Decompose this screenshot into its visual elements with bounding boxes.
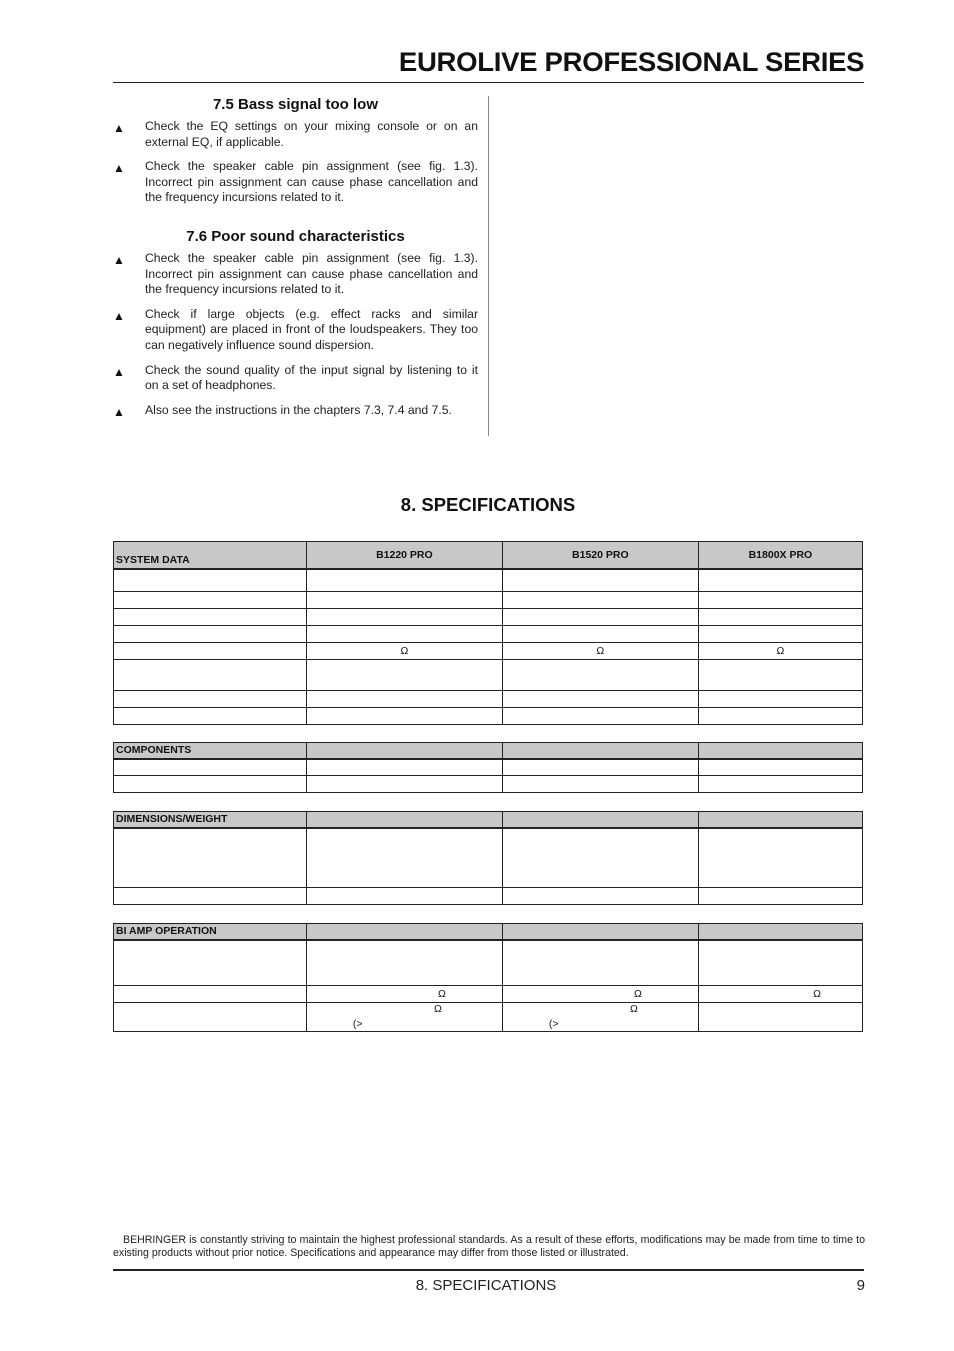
dimensions-weight-table	[113, 811, 863, 905]
greater-than-marker: (>	[548, 1018, 559, 1030]
triangle-bullet-icon: ▲	[113, 404, 125, 419]
ohm-symbol: Ω	[502, 643, 698, 660]
triangle-bullet-icon: ▲	[113, 161, 125, 176]
system-data-label: SYSTEM DATA	[114, 542, 307, 569]
list-item-text: Check if large objects (e.g. effect racks and similar equipment) are placed in front of the loudspeakers. They too can negatively influence sound dispersion.	[145, 306, 478, 352]
biamp-operation-label: BI AMP OPERATION	[114, 924, 307, 940]
footer-rule	[113, 1269, 864, 1271]
triangle-bullet-icon: ▲	[113, 121, 125, 135]
triangle-bullet-icon: ▲	[113, 364, 125, 379]
table-row	[114, 691, 863, 708]
table-row	[114, 660, 863, 691]
ohm-symbol: Ω	[306, 986, 502, 1003]
table-row	[114, 759, 863, 776]
model-header: B1220 PRO	[306, 542, 502, 569]
table-header-row	[114, 812, 863, 828]
components-table	[113, 742, 863, 793]
list-item-text: Check the EQ settings on your mixing console or on an external EQ, if applicable.	[145, 119, 478, 149]
ohm-symbol: Ω	[306, 643, 502, 660]
ohm-symbol: Ω	[502, 986, 698, 1003]
table-cell	[502, 1003, 698, 1032]
list-item-text: Check the speaker cable pin assignment (see fig. 1.3). Incorrect pin assignment can cause phase cancellation and the frequency incursions related to it.	[145, 159, 478, 205]
table-row	[114, 940, 863, 986]
table-row	[114, 643, 863, 660]
troubleshooting-column	[113, 90, 478, 418]
list-item	[113, 363, 478, 394]
triangle-bullet-icon: ▲	[113, 308, 125, 323]
model-header: B1520 PRO	[502, 542, 698, 569]
ohm-symbol: Ω	[434, 1003, 442, 1015]
components-label: COMPONENTS	[114, 743, 307, 759]
table-row	[114, 592, 863, 609]
list-item-text: Check the sound quality of the input signal by listening to it on a set of headphones.	[145, 362, 478, 393]
table-row	[114, 986, 863, 1003]
biamp-operation-table	[113, 923, 863, 1032]
list-item	[113, 159, 478, 206]
table-header-row	[114, 743, 863, 759]
brand-title: EUROLIVE PROFESSIONAL SERIES	[398, 47, 864, 77]
column-divider	[488, 96, 489, 436]
table-row	[114, 828, 863, 888]
header-rule	[113, 82, 864, 83]
table-header-row	[114, 542, 863, 569]
table-row	[114, 626, 863, 643]
ohm-symbol: Ω	[629, 1003, 638, 1015]
list-item	[113, 251, 478, 298]
table-header-row	[114, 924, 863, 940]
section-7-6-title: 7.6 Poor sound characteristics	[186, 227, 405, 245]
table-row	[114, 1003, 863, 1032]
list-item-text: Check the speaker cable pin assignment (see fig. 1.3). Incorrect pin assignment can cause phase cancellation and the frequency incursions related to it.	[145, 250, 478, 297]
disclaimer-text: BEHRINGER is constantly striving to maintain the highest professional standards. As a result of these efforts, modifications may be made from time to time to existing products without prior notice. Specifications and appearance may differ from those listed or illustrated.	[113, 1234, 865, 1259]
list-item	[113, 119, 478, 150]
ohm-symbol: Ω	[698, 986, 862, 1003]
table-row	[114, 776, 863, 793]
system-data-table	[113, 541, 863, 725]
footer-section-title: 8. SPECIFICATIONS	[415, 1277, 557, 1294]
table-row	[114, 888, 863, 905]
ohm-symbol: Ω	[698, 643, 862, 660]
dimensions-weight-label: DIMENSIONS/WEIGHT	[114, 812, 307, 828]
list-item-text: Also see the instructions in the chapters 7.3, 7.4 and 7.5.	[145, 402, 452, 417]
section-7-5-title: 7.5 Bass signal too low	[212, 96, 379, 113]
specifications-title: 8. SPECIFICATIONS	[400, 494, 576, 515]
table-row	[114, 609, 863, 626]
list-item	[113, 307, 478, 354]
table-row	[114, 569, 863, 592]
page-number: 9	[856, 1277, 865, 1294]
table-row	[114, 708, 863, 725]
list-item	[113, 403, 478, 419]
model-header: B1800X PRO	[698, 542, 862, 569]
triangle-bullet-icon: ▲	[113, 252, 125, 267]
greater-than-marker: (>	[352, 1018, 363, 1030]
table-cell	[306, 1003, 502, 1032]
